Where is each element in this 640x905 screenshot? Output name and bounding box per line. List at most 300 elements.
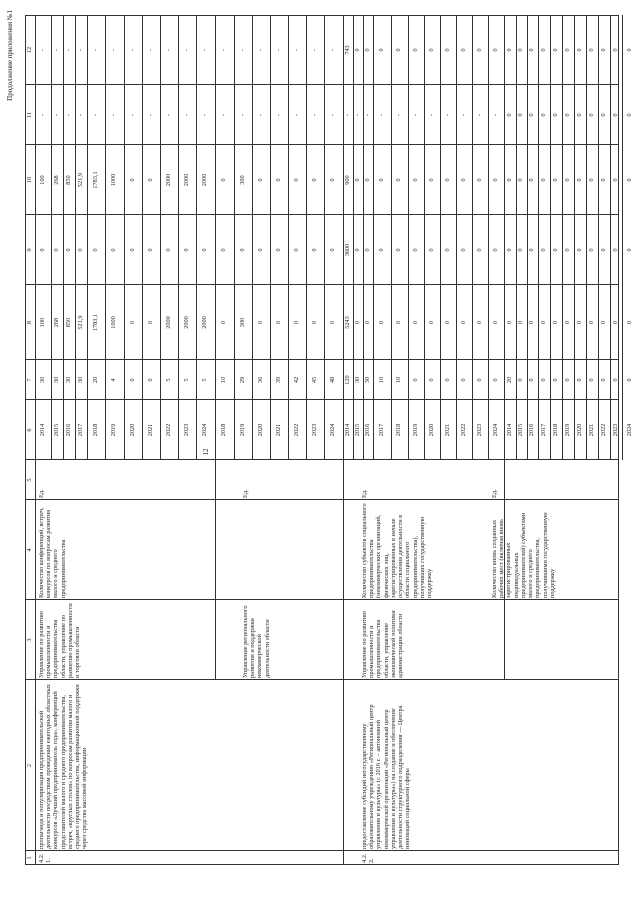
value-cell: 0 (563, 178, 571, 182)
value-cell: 0 (353, 48, 361, 52)
value-cell: 0 (443, 378, 451, 382)
value-cell: 0 (551, 320, 559, 325)
value-cell: - (329, 48, 336, 52)
value-cell: 0 (274, 320, 282, 325)
value-cell: - (343, 113, 351, 117)
value-cell: 0 (491, 248, 499, 252)
year-cell: 2018 (551, 423, 559, 437)
year-cell: 2023 (310, 423, 318, 437)
value-cell: 0 (310, 178, 318, 182)
value-cell: 0 (563, 113, 571, 117)
value-cell: 0 (505, 248, 513, 252)
value-cell: - (459, 113, 467, 117)
value-cell: 10 (220, 376, 227, 384)
value-cell: 0 (427, 320, 435, 325)
value-cell: 0 (475, 178, 483, 182)
value-cell: 0 (611, 48, 619, 52)
value-cell: 2000 (164, 316, 172, 329)
value-cell: 0 (363, 320, 371, 325)
value-cell: 0 (611, 113, 619, 117)
header-col-3: 3 (26, 638, 33, 642)
value-cell: - (292, 48, 300, 52)
value-cell: 20 (505, 376, 513, 384)
value-cell: 10 (377, 376, 385, 384)
value-cell: 0 (551, 248, 559, 252)
value-cell: 5 (164, 378, 172, 382)
value-cell: 0 (411, 378, 419, 382)
value-cell: 0 (587, 320, 595, 325)
header-col-10: 10 (26, 176, 33, 184)
value-cell: 4 (110, 378, 117, 382)
row-divider (178, 15, 179, 460)
value-cell: 0 (475, 320, 483, 325)
year-cell: 2016 (528, 423, 535, 437)
value-cell: 2000 (182, 173, 190, 187)
row-divider (160, 15, 161, 460)
value-cell: - (256, 48, 264, 52)
value-cell: 0 (292, 320, 300, 325)
value-cell: 100 (39, 175, 46, 185)
value-cell: 0 (539, 48, 547, 52)
value-cell: 0 (377, 48, 385, 52)
value-cell: 0 (625, 113, 633, 117)
value-cell: 0 (395, 48, 402, 52)
value-cell: 1000 (110, 173, 117, 187)
value-cell: 0 (52, 248, 60, 252)
value-cell: - (201, 48, 208, 52)
value-cell: 0 (528, 248, 535, 252)
value-cell: 0 (575, 178, 583, 182)
value-cell: 39 (274, 376, 282, 384)
year-cell: 2019 (563, 423, 571, 437)
value-cell: 0 (505, 320, 513, 325)
year-cell: 2022 (459, 423, 467, 437)
value-cell: 0 (459, 248, 467, 252)
year-cell: 2023 (611, 423, 619, 437)
value-cell: 0 (517, 378, 524, 382)
year-cell: 2018 (220, 423, 227, 437)
value-cell: 0 (491, 320, 499, 325)
value-cell: 30 (39, 376, 46, 384)
value-cell: - (443, 113, 451, 117)
value-cell: 0 (587, 48, 595, 52)
year-cell: 2021 (274, 423, 282, 437)
row-divider (424, 15, 425, 460)
header-col-12: 12 (26, 46, 33, 54)
row-divider (270, 15, 271, 460)
value-cell: 0 (599, 48, 607, 52)
year-cell: 2020 (575, 423, 583, 437)
value-cell: 0 (411, 248, 419, 252)
measure-name: пропаганда и популяризация предпринимательской деятельности посредством проведения ежегодных областных конкурсов «Лучший предприниматель года», конференций представителей малого и среднего предпринимательства, встреч, «круглых столов» по вопросам развития малого и среднего предпринимательства, информационной поддержки через средства массовой информации (38, 684, 89, 849)
value-cell: 0 (128, 178, 136, 182)
year-cell: 2019 (110, 423, 117, 437)
value-cell: - (377, 113, 385, 117)
header-col-5: 5 (26, 478, 33, 482)
header-col-7: 7 (26, 378, 33, 382)
header-row-bottom (35, 15, 36, 865)
measure-name: предоставление субсидий негосударственному образовательному учреждению «Региональный центр управления и культуры» (с 2016 г. – автономной некоммерческой организации «Региональный центр управления и культуры») на создание и обеспечение деятельности структурного подразделения — Центра инноваций социальной сферы (361, 704, 412, 849)
value-cell: - (310, 48, 318, 52)
value-cell: 0 (146, 178, 154, 182)
value-cell: 0 (443, 248, 451, 252)
year-cell: 2015 (517, 423, 524, 437)
value-cell: - (164, 113, 172, 117)
value-cell: - (427, 113, 435, 117)
value-cell: - (329, 113, 336, 117)
value-cell: 0 (64, 248, 72, 252)
year-cell: 2024 (201, 423, 208, 437)
value-cell: 0 (539, 113, 547, 117)
value-cell: 45 (310, 376, 318, 384)
value-cell: - (220, 113, 227, 117)
year-cell: 2024 (491, 423, 499, 437)
year-cell: 2015 (353, 423, 361, 437)
year-cell: 2024 (625, 423, 633, 437)
value-cell: - (411, 113, 419, 117)
value-cell: 0 (539, 320, 547, 325)
value-cell: 2000 (201, 316, 208, 329)
row-divider (440, 15, 441, 460)
table-border-left (25, 864, 619, 865)
value-cell: 0 (517, 48, 524, 52)
value-cell: - (353, 113, 361, 117)
value-cell: 1000 (110, 316, 117, 329)
value-cell: 0 (427, 48, 435, 52)
value-cell: 0 (599, 178, 607, 182)
indicator-name (242, 501, 322, 598)
value-cell: 0 (459, 320, 467, 325)
value-cell: 300 (238, 175, 246, 185)
value-cell: 900 (343, 175, 351, 185)
value-cell: 0 (411, 320, 419, 325)
value-cell: - (110, 113, 117, 117)
value-cell: 0 (128, 378, 136, 382)
value-cell: - (52, 113, 60, 117)
value-cell: 0 (395, 320, 402, 325)
value-cell: - (64, 113, 72, 117)
value-cell: - (128, 113, 136, 117)
value-cell: - (164, 48, 172, 52)
value-cell: 0 (563, 48, 571, 52)
year-cell: 2017 (539, 423, 547, 437)
value-cell: 0 (411, 178, 419, 182)
indicator-name: Количество вновь созданных рабочих мест (включая вновь зарегистрированных индивидуальных предпринимателей) субъектами малого и среднего предпринимательства, получившими государственную поддержку (491, 512, 556, 598)
value-cell: 0 (475, 48, 483, 52)
value-cell: 0 (625, 178, 633, 182)
value-cell: 5 (201, 378, 208, 382)
value-cell: - (76, 113, 84, 117)
value-cell: 0 (353, 178, 361, 182)
row-divider (472, 15, 473, 460)
value-cell: 0 (256, 320, 264, 325)
value-cell: 0 (563, 320, 571, 325)
value-cell: 0 (517, 320, 524, 325)
value-cell: - (52, 48, 60, 52)
year-cell: 2017 (76, 423, 84, 437)
value-cell: 850 (64, 317, 72, 328)
value-cell: - (201, 113, 208, 117)
value-cell: 30 (64, 376, 72, 384)
measure-executor: Управление по развитию промышленности и предпринимательства области, управление по развитию промышленности и торговли области (38, 603, 82, 678)
value-cell: 0 (363, 248, 371, 252)
value-cell: 20 (91, 376, 99, 384)
row-divider (105, 15, 106, 460)
row-divider (456, 15, 457, 460)
value-cell: 0 (539, 378, 547, 382)
value-cell: 850 (64, 175, 72, 185)
value-cell: 0 (329, 320, 336, 325)
value-cell: 0 (128, 248, 136, 252)
header-col-11: 11 (26, 111, 33, 119)
year-cell: 2020 (427, 423, 435, 437)
value-cell: 0 (475, 248, 483, 252)
value-cell: 0 (563, 378, 571, 382)
value-cell: 743 (343, 45, 351, 55)
value-cell: 0 (427, 378, 435, 382)
year-cell: 2014 (343, 423, 351, 437)
value-cell: - (76, 48, 84, 52)
measure-executor: Управление по развитию промышленности и предпринимательства области, управление экономической политики администрации области (361, 610, 405, 678)
value-cell: 42 (292, 376, 300, 384)
value-cell: 0 (611, 320, 619, 325)
value-cell: - (39, 48, 46, 52)
value-cell: 0 (575, 248, 583, 252)
value-cell: - (128, 48, 136, 52)
value-cell: 0 (528, 48, 535, 52)
header-col-4: 4 (26, 548, 33, 552)
value-cell: 0 (599, 320, 607, 325)
value-cell: 0 (292, 248, 300, 252)
row-divider (142, 15, 143, 460)
value-cell: 0 (475, 378, 483, 382)
indicator-unit: Ед. (38, 489, 45, 498)
value-cell: 0 (128, 320, 136, 325)
value-cell: 0 (551, 178, 559, 182)
value-cell: 300 (238, 317, 246, 328)
year-cell: 2014 (505, 423, 513, 437)
value-cell: 268 (52, 317, 60, 328)
value-cell: - (491, 113, 499, 117)
value-cell: 120 (343, 375, 351, 385)
value-cell: - (146, 48, 154, 52)
value-cell: 0 (377, 320, 385, 325)
year-cell: 2015 (52, 423, 60, 437)
value-cell: 0 (256, 178, 264, 182)
value-cell: 0 (443, 48, 451, 52)
column-divider (25, 850, 619, 851)
value-cell: 0 (505, 178, 513, 182)
value-cell: 521,9 (76, 315, 84, 330)
value-cell: 0 (201, 248, 208, 252)
value-cell: 0 (587, 248, 595, 252)
value-cell: 0 (539, 178, 547, 182)
year-cell: 2017 (377, 423, 385, 437)
row-divider (196, 15, 197, 460)
year-cell: 2016 (363, 423, 371, 437)
value-cell: 0 (377, 248, 385, 252)
indicator-unit: Ед. (361, 489, 368, 498)
value-cell: 0 (575, 113, 583, 117)
value-cell: 0 (443, 178, 451, 182)
year-cell: 2018 (91, 423, 99, 437)
value-cell: 2000 (182, 316, 190, 329)
value-cell: 0 (551, 378, 559, 382)
value-cell: - (146, 113, 154, 117)
value-cell: 0 (625, 378, 633, 382)
value-cell: 0 (363, 48, 371, 52)
year-cell: 2020 (256, 423, 264, 437)
value-cell: - (274, 48, 282, 52)
value-cell: 5243 (343, 316, 351, 329)
row-divider (391, 15, 392, 460)
value-cell: 0 (329, 178, 336, 182)
value-cell: 0 (274, 178, 282, 182)
value-cell: 0 (611, 178, 619, 182)
value-cell: - (395, 113, 402, 117)
year-cell: 2022 (599, 423, 607, 437)
year-cell: 2022 (164, 423, 172, 437)
value-cell: 30 (353, 376, 361, 384)
value-cell: 0 (517, 248, 524, 252)
year-cell: 2019 (238, 423, 246, 437)
indicator-unit: Ед. (491, 489, 498, 498)
row-divider (87, 15, 88, 460)
value-cell: 0 (611, 248, 619, 252)
value-cell: 30 (363, 376, 371, 384)
row-divider (408, 15, 409, 460)
value-cell: 0 (395, 248, 402, 252)
row-divider (622, 15, 623, 460)
value-cell: 0 (587, 378, 595, 382)
value-cell: 30 (52, 376, 60, 384)
value-cell: 0 (443, 320, 451, 325)
value-cell: 0 (575, 320, 583, 325)
row-divider (306, 15, 307, 460)
value-cell: 0 (39, 248, 46, 252)
value-cell: - (274, 113, 282, 117)
value-cell: 0 (411, 48, 419, 52)
value-cell: 268 (52, 175, 60, 185)
value-cell: 0 (625, 320, 633, 325)
page-number: 12 (202, 448, 210, 456)
year-cell: 2019 (411, 423, 419, 437)
value-cell: 1783,1 (91, 313, 99, 332)
indicator-name: Количество субъектов социального предпринимательства (некоммерческих организаций, физических лиц, зарегистрированных в начале осуществления деятельности в области социального предпринимательства), получивших государственную поддержку (361, 503, 434, 598)
value-cell: 48 (329, 376, 336, 384)
value-cell: 0 (220, 178, 227, 182)
value-cell: 0 (575, 48, 583, 52)
value-cell: 0 (238, 248, 246, 252)
value-cell: 0 (274, 248, 282, 252)
year-cell: 2024 (329, 423, 336, 437)
value-cell: 0 (395, 178, 402, 182)
value-cell: 0 (459, 378, 467, 382)
value-cell: 1783,1 (91, 171, 99, 189)
value-cell: - (310, 113, 318, 117)
year-cell: 2014 (39, 423, 46, 437)
value-cell: 100 (39, 317, 46, 328)
value-cell: - (292, 113, 300, 117)
value-cell: - (256, 113, 264, 117)
year-cell: 2018 (395, 423, 402, 437)
header-col-2: 2 (26, 763, 33, 768)
value-cell: 3600 (343, 243, 351, 257)
value-cell: 0 (353, 248, 361, 252)
value-cell: 0 (575, 378, 583, 382)
value-cell: 0 (539, 248, 547, 252)
value-cell: 30 (76, 376, 84, 384)
value-cell: 521,9 (76, 172, 84, 188)
value-cell: - (238, 113, 246, 117)
value-cell: 0 (146, 320, 154, 325)
value-cell: - (91, 113, 99, 117)
indicator-unit: Ед. (242, 489, 249, 498)
header-col-9: 9 (26, 248, 33, 252)
value-cell: - (182, 113, 190, 117)
measure-executor: Управление регионального развития и поддержки некоммерческой деятельности области (242, 605, 271, 678)
value-cell: 0 (363, 178, 371, 182)
year-cell: 2021 (587, 423, 595, 437)
header-col-8: 8 (26, 320, 33, 325)
value-cell: 2000 (164, 173, 172, 187)
row-divider (124, 15, 125, 460)
measure-number: 4.2.2. (361, 853, 376, 863)
value-cell: - (363, 113, 371, 117)
value-cell: 0 (599, 378, 607, 382)
value-cell: 0 (256, 248, 264, 252)
value-cell: 29 (238, 376, 246, 384)
value-cell: - (238, 48, 246, 52)
year-cell: 2023 (475, 423, 483, 437)
value-cell: 0 (563, 248, 571, 252)
measure-number: 4.2.1. (38, 853, 53, 863)
value-cell: 0 (551, 113, 559, 117)
value-cell: - (220, 48, 227, 52)
value-cell: 0 (427, 248, 435, 252)
row-divider (215, 15, 216, 460)
column-divider (25, 499, 619, 500)
value-cell: 0 (292, 178, 300, 182)
value-cell: 0 (625, 248, 633, 252)
year-cell: 2021 (146, 423, 154, 437)
appendix-continuation-label: Продолжение приложения №1 (6, 10, 14, 101)
value-cell: 0 (146, 378, 154, 382)
value-cell: 0 (528, 320, 535, 325)
value-cell: 0 (491, 378, 499, 382)
value-cell: 0 (505, 48, 513, 52)
value-cell: - (64, 48, 72, 52)
year-cell: 2022 (292, 423, 300, 437)
value-cell: 0 (599, 113, 607, 117)
year-cell: 2021 (443, 423, 451, 437)
value-cell: 0 (329, 248, 336, 252)
value-cell: 0 (517, 113, 524, 117)
value-cell: - (91, 48, 99, 52)
row-divider (324, 15, 325, 460)
value-cell: 0 (551, 48, 559, 52)
year-cell: 2020 (128, 423, 136, 437)
value-cell: 5 (182, 378, 190, 382)
value-cell: 10 (395, 376, 402, 384)
value-cell: 0 (459, 178, 467, 182)
header-col-1: 1 (26, 856, 33, 860)
value-cell: 0 (146, 248, 154, 252)
column-divider (25, 679, 619, 680)
value-cell: 0 (528, 178, 535, 182)
value-cell: - (182, 48, 190, 52)
value-cell: - (110, 48, 117, 52)
